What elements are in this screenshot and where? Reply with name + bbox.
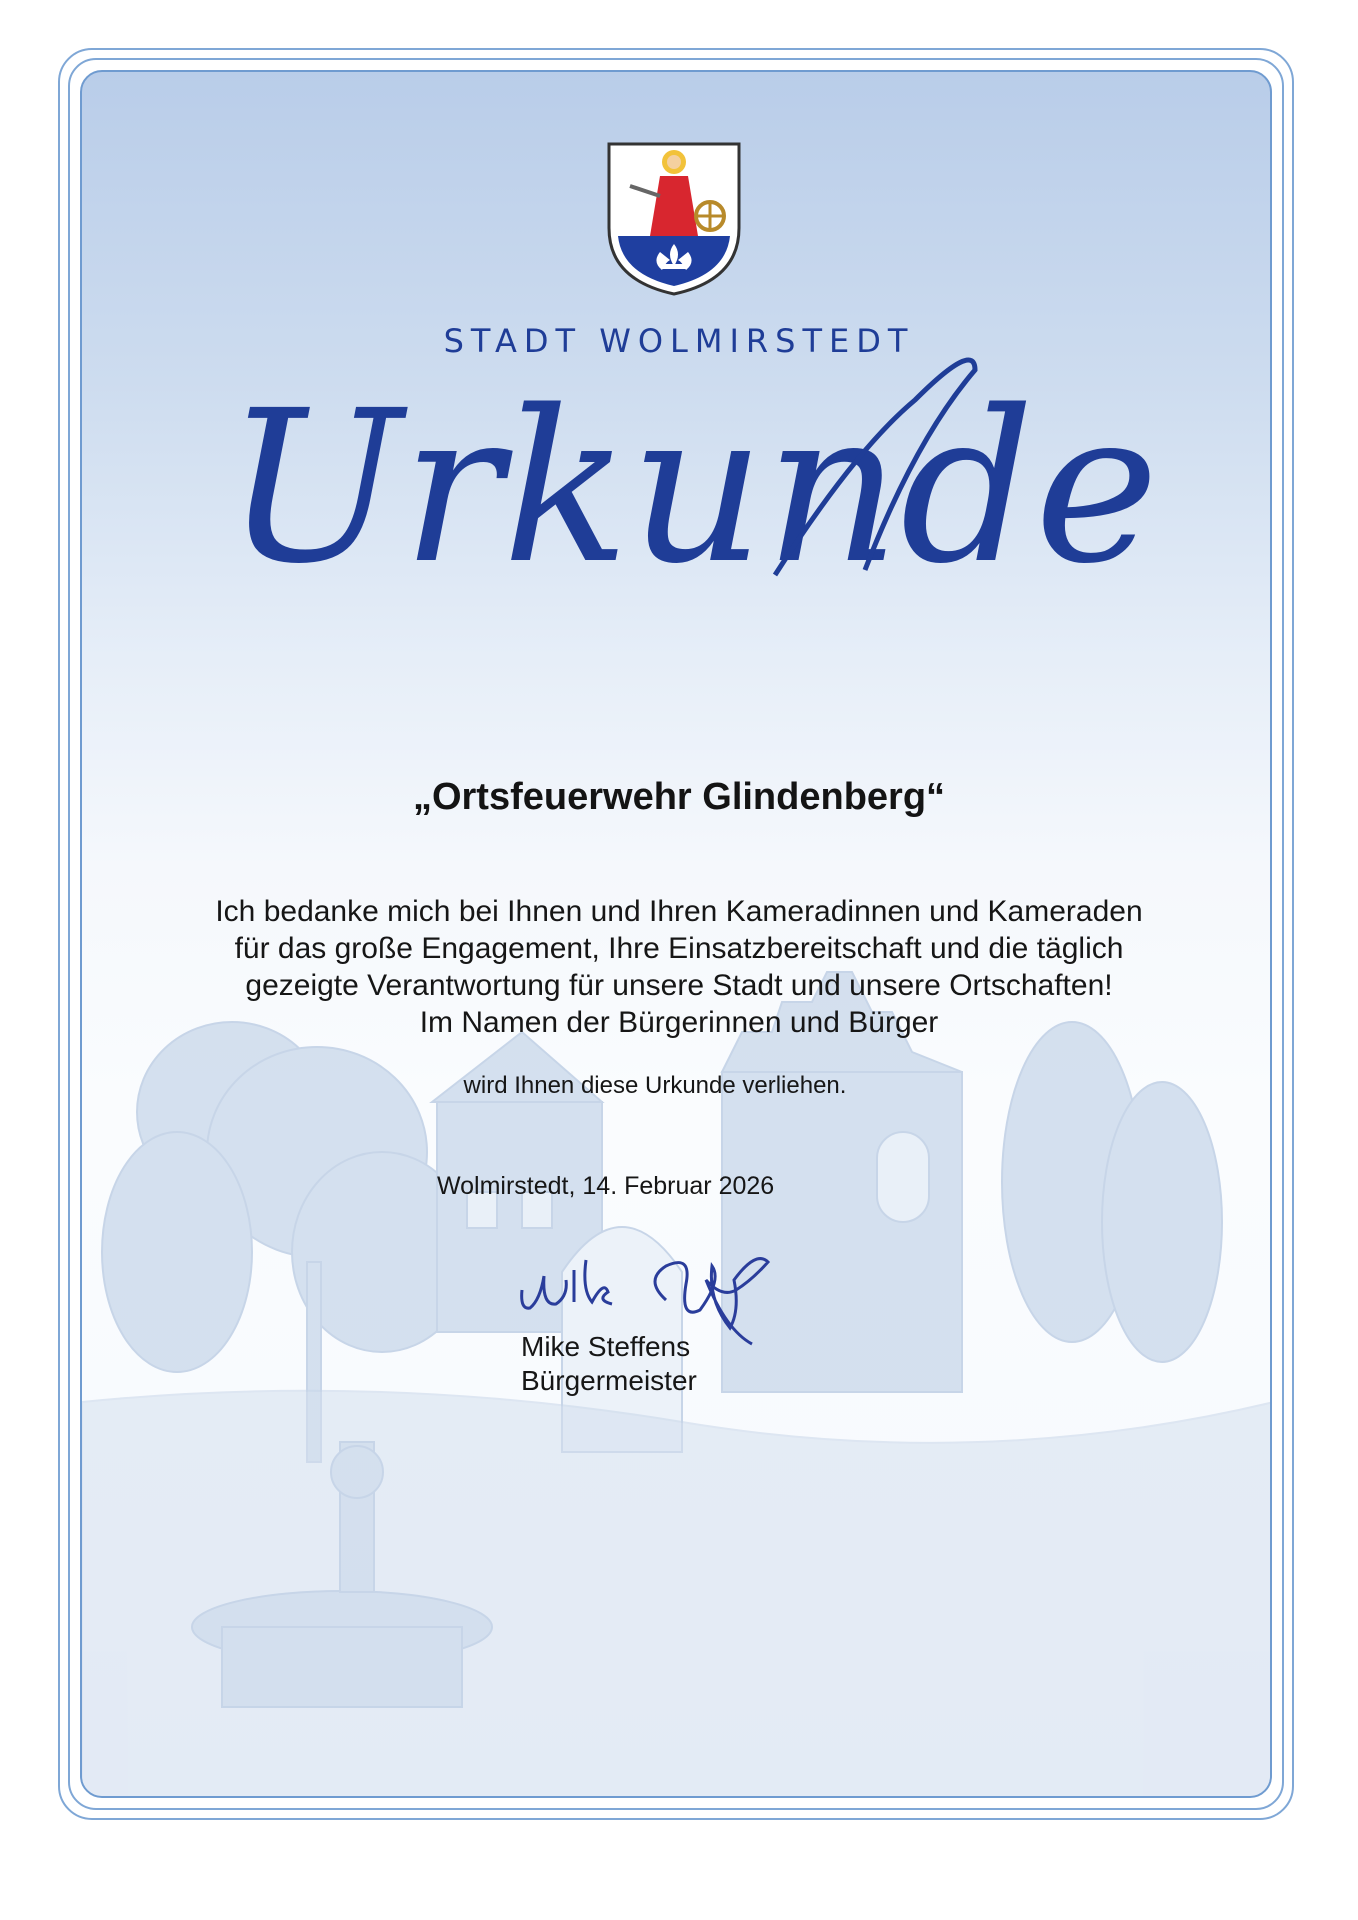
- signatory-title: Bürgermeister: [521, 1365, 697, 1396]
- certificate-title: [215, 330, 1175, 630]
- svg-text:Urkunde: Urkunde: [225, 365, 1159, 610]
- issuer-heading: STADT WOLMIRSTEDT: [443, 322, 915, 360]
- certificate-body: [120, 893, 1238, 1041]
- signatory-name: Mike Steffens: [521, 1331, 691, 1362]
- body-line: Im Namen der Bürgerinnen und Bürger: [419, 1006, 939, 1039]
- coat-of-arms-icon: [604, 140, 744, 298]
- body-line: für das große Engagement, Ihre Einsatzbereitschaft und die täglich: [234, 932, 1124, 965]
- body-line: gezeigte Verantwortung für unsere Stadt und unsere Ortschaften!: [245, 969, 1113, 1002]
- awarded-line: wird Ihnen diese Urkunde verliehen.: [463, 1072, 847, 1099]
- place-date: Wolmirstedt, 14. Februar 2026: [437, 1172, 775, 1200]
- signatory-block: [521, 1330, 697, 1398]
- body-line: Ich bedanke mich bei Ihnen und Ihren Kameradinnen und Kameraden: [215, 895, 1143, 928]
- recipient-name: „Ortsfeuerwehr Glindenberg“: [412, 776, 946, 818]
